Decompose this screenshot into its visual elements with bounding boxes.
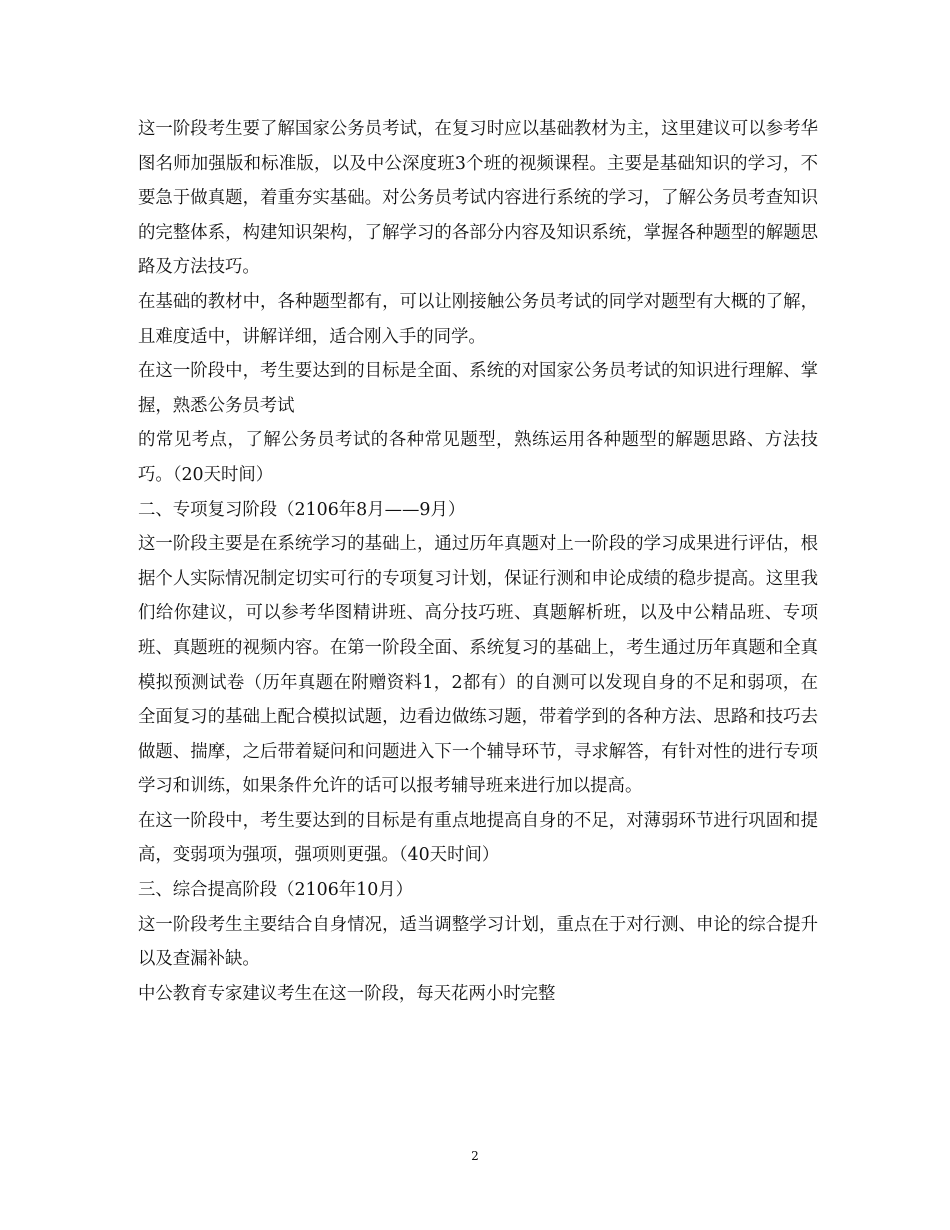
heading-comprehensive-stage: 三、综合提高阶段（2106年10月）: [138, 880, 414, 901]
paragraph-stage1-goal-cont: 的常见考点，了解公务员考试的各种常见题型，熟练运用各种题型的解题思路、方法技巧。（20天时间）: [138, 430, 818, 485]
page-number: 2: [471, 1149, 479, 1163]
paragraph-stage2-goal: 在这一阶段中，考生要达到的目标是有重点地提高自身的不足，对薄弱环节进行巩固和提高，变弱项为强项，强项则更强。（40天时间）: [138, 810, 818, 866]
paragraph-basic-materials: 在基础的教材中，各种题型都有，可以让刚接触公务员考试的同学对题型有大概的了解，且难度适中，讲解详细，适合刚入手的同学。: [138, 291, 818, 347]
paragraph-stage1-intro: 这一阶段考生要了解国家公务员考试，在复习时应以基础教材为主，这里建议可以参考华图名师加强版和标准版，以及中公深度班3个班的视频课程。主要是基础知识的学习，不要急于做真题，着重夯实基础。对公务员考试内容进行系统的学习，了解公务员考查知识的完整体系，构建知识架构，了解学习的各部分内容及知识系统，掌握各种题型的解题思路及方法技巧。: [138, 119, 818, 278]
paragraph-stage3-intro: 这一阶段考生主要结合自身情况，适当调整学习计划，重点在于对行测、申论的综合提升以及查漏补缺。: [138, 914, 818, 970]
document-body: [138, 112, 818, 1011]
paragraph-stage2-intro: 这一阶段主要是在系统学习的基础上，通过历年真题对上一阶段的学习成果进行评估，根据个人实际情况制定切实可行的专项复习计划，保证行测和申论成绩的稳步提高。这里我们给你建议，可以参考华图精讲班、高分技巧班、真题解析班，以及中公精品班、专项班、真题班的视频内容。在第一阶段全面、系统复习的基础上，考生通过历年真题和全真模拟预测试卷（历年真题在附赠资料1，2都有）的自测可以发现自身的不足和弱项，在全面复习的基础上配合模拟试题，边看边做练习题，带着学到的各种方法、思路和技巧去做题、揣摩，之后带着疑问和问题进入下一个辅导环节，寻求解答，有针对性的进行专项学习和训练，如果条件允许的话可以报考辅导班来进行加以提高。: [138, 534, 818, 797]
heading-special-review-stage: 二、专项复习阶段（2106年8月——9月）: [138, 499, 466, 520]
paragraph-expert-advice: 中公教育专家建议考生在这一阶段，每天花两小时完整: [138, 983, 556, 1004]
paragraph-stage1-goal: 在这一阶段中，考生要达到的目标是全面、系统的对国家公务员考试的知识进行理解、掌握，熟悉公务员考试: [138, 361, 818, 416]
